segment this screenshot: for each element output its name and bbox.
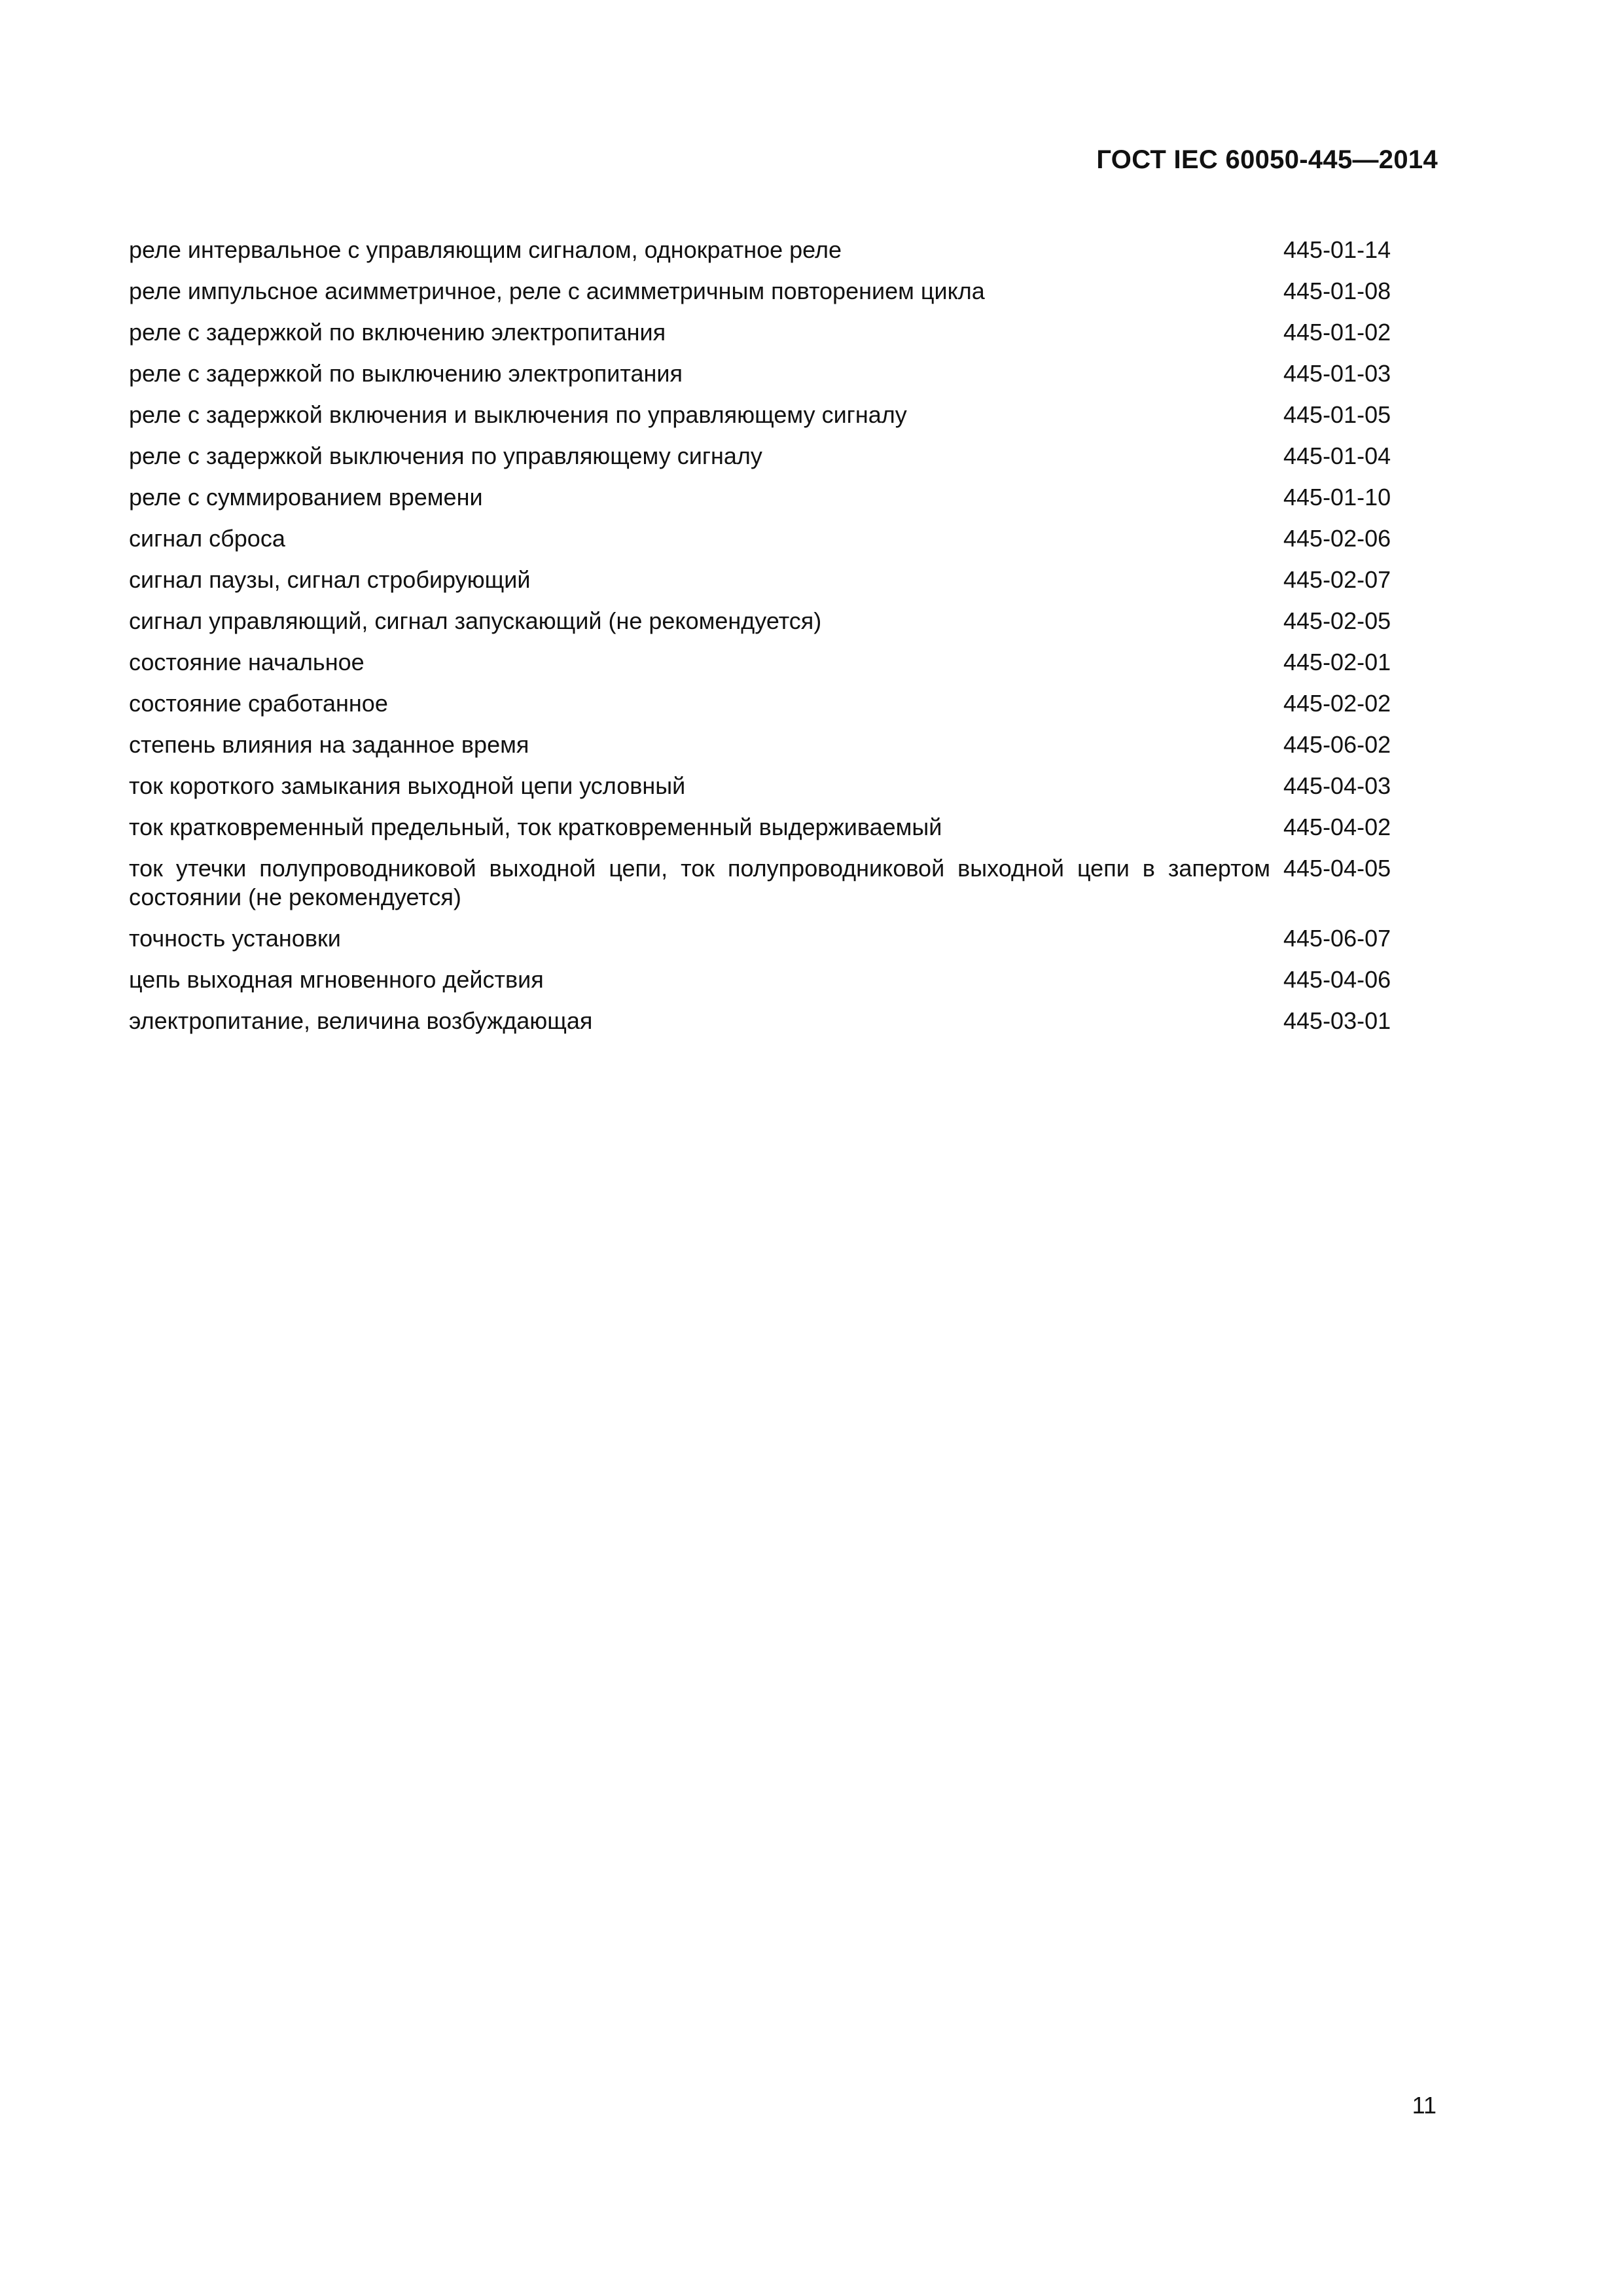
index-code: 445-04-03 [1283,772,1391,799]
index-code: 445-02-07 [1283,566,1391,593]
index-code: 445-01-03 [1283,360,1391,387]
index-term: состояние сработанное [129,690,388,717]
index-row [129,689,1425,718]
index-code: 445-02-06 [1283,525,1391,552]
index-term: реле с задержкой выключения по управляющему сигналу [129,442,762,469]
index-term: реле с задержкой по выключению электропитания [129,360,683,387]
index-row [129,277,1425,306]
index-row [129,924,1425,953]
index-code: 445-03-01 [1283,1007,1391,1034]
index-term: ток утечки полупроводниковой выходной цепи, ток полупроводниковой выходной цепи в запертом состоянии (не рекомендуется) [129,855,1270,910]
page-number: 11 [1412,2092,1436,2119]
index-code: 445-02-02 [1283,690,1391,717]
index-term: ток короткого замыкания выходной цепи условный [129,772,686,799]
index-row [129,318,1425,347]
index-code: 445-01-14 [1283,236,1391,263]
index-code: 445-02-05 [1283,607,1391,634]
index-code: 445-01-02 [1283,319,1391,346]
index-row [129,483,1425,512]
index-row [129,359,1425,388]
index-term: степень влияния на заданное время [129,731,529,758]
index-row [129,648,1425,677]
term-index [129,236,1425,1048]
index-row [129,524,1425,553]
index-row [129,1007,1425,1035]
index-term: точность установки [129,925,341,952]
index-row [129,565,1425,594]
index-code: 445-01-05 [1283,401,1391,428]
index-code: 445-04-05 [1283,855,1391,882]
index-term: сигнал сброса [129,525,285,552]
index-code: 445-06-07 [1283,925,1391,952]
index-row [129,772,1425,800]
index-row [129,607,1425,636]
index-term: реле импульсное асимметричное, реле с асимметричным повторением цикла [129,278,985,304]
index-row [129,236,1425,264]
index-row [129,401,1425,429]
index-term: состояние начальное [129,649,365,675]
index-code: 445-01-10 [1283,484,1391,511]
index-code: 445-04-06 [1283,966,1391,993]
document-header: ГОСТ IEC 60050-445—2014 [1096,145,1438,174]
index-term: реле с суммированием времени [129,484,483,511]
index-term: электропитание, величина возбуждающая [129,1007,593,1034]
index-term: сигнал паузы, сигнал стробирующий [129,566,531,593]
index-term: реле интервальное с управляющим сигналом, однократное реле [129,236,842,263]
index-term: реле с задержкой включения и выключения по управляющему сигналу [129,401,907,428]
index-code: 445-04-02 [1283,814,1391,840]
index-code: 445-02-01 [1283,649,1391,675]
index-row [129,965,1425,994]
index-code: 445-06-02 [1283,731,1391,758]
index-code: 445-01-08 [1283,278,1391,304]
index-row [129,730,1425,759]
index-row [129,442,1425,471]
index-row [129,854,1425,912]
index-row [129,813,1425,842]
index-term: реле с задержкой по включению электропитания [129,319,666,346]
index-code: 445-01-04 [1283,442,1391,469]
index-term: сигнал управляющий, сигнал запускающий (не рекомендуется) [129,607,822,634]
index-term: ток кратковременный предельный, ток кратковременный выдерживаемый [129,814,942,840]
index-term: цепь выходная мгновенного действия [129,966,544,993]
